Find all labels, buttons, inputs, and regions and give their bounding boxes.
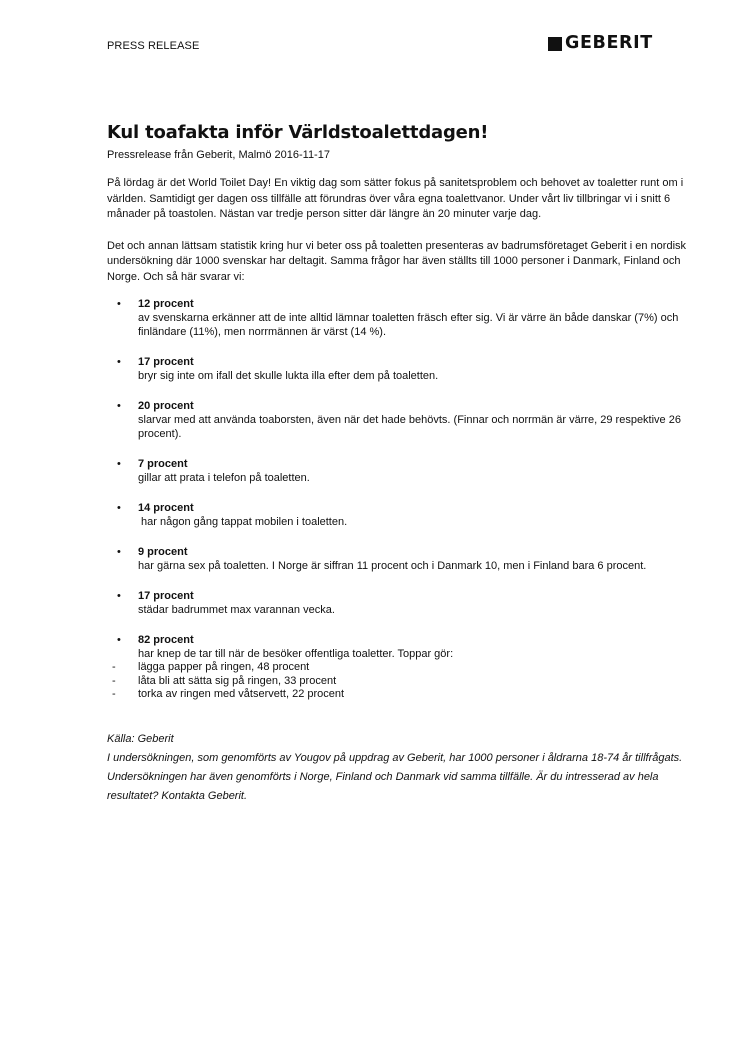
bullet-icon: •	[117, 634, 121, 646]
sub-item-text: torka av ringen med våtservett, 22 procent	[138, 688, 345, 700]
source-section	[107, 730, 697, 806]
stat-text: bryr sig inte om ifall det skulle lukta illa efter dem på toaletten.	[138, 370, 439, 382]
bullet-icon: •	[117, 400, 121, 412]
dash-icon: -	[112, 674, 116, 687]
stat-value: 9 procent	[138, 546, 188, 558]
logo-text: GEBERIT	[565, 33, 653, 54]
stat-text: städar badrummet max varannan vecka.	[138, 604, 335, 616]
stat-text: har knep de tar till när de besöker offentliga toaletter. Toppar gör:	[138, 648, 454, 660]
stat-value: 17 procent	[138, 356, 194, 368]
list-item	[107, 589, 697, 617]
stat-value: 12 procent	[138, 298, 194, 310]
bullet-icon: •	[117, 458, 121, 470]
list-item	[107, 297, 697, 339]
sub-item-text: låta bli att sätta sig på ringen, 33 procent	[138, 674, 337, 687]
sub-list-item	[112, 661, 697, 675]
list-item	[107, 501, 697, 529]
list-item	[107, 545, 697, 573]
stat-text: slarvar med att använda toaborsten, även när det hade behövts. (Finnar och norrmän är värre, 29 respektive 26 procent).	[138, 414, 681, 440]
logo-square-icon	[548, 37, 562, 51]
intro-paragraph: På lördag är det World Toilet Day! En viktig dag som sätter fokus på sanitetsproblem och behovet av toaletter runt om i världen. Samtidigt ger dagen oss tillfälle att förundras över våra egna toalettvanor. Under vårt liv tillbringar vi i snitt 6 månader på toastolen. Nästan var tredje person sitter där längre än 20 minuter varje dag.	[107, 177, 684, 220]
stat-value: 7 procent	[138, 458, 188, 470]
stat-value: 82 procent	[138, 634, 194, 646]
dash-icon: -	[112, 661, 116, 673]
source-text: I undersökningen, som genomförts av Yougov på uppdrag av Geberit, har 1000 personer i åldrarna 18-74 år tillfrågats. Undersökningen har även genomförts i Norge, Finland och Danmark vid samma tillfälle. Är du intresserad av hela resultatet? Kontakta Geberit.	[107, 751, 683, 802]
press-release-label: PRESS RELEASE	[107, 40, 200, 52]
article-subtitle: Pressrelease från Geberit, Malmö 2016-11-17	[107, 149, 330, 161]
stat-value: 17 procent	[138, 590, 194, 602]
statistics-paragraph: Det och annan lättsam statistik kring hur vi beter oss på toaletten presenteras av badrumsföretaget Geberit i en nordisk undersökning där 1000 svenskar har deltagit. Samma frågor har även ställts till 1000 personer i Danmark, Finland och Norge. Och så här svarar vi:	[107, 239, 687, 283]
stat-text: har någon gång tappat mobilen i toaletten.	[138, 516, 348, 528]
source-label: Källa: Geberit	[107, 732, 174, 745]
dash-icon: -	[112, 688, 116, 700]
geberit-logo	[548, 34, 653, 54]
sub-item-text: lägga papper på ringen, 48 procent	[138, 661, 310, 673]
statistics-list	[107, 297, 697, 702]
bullet-icon: •	[117, 502, 121, 514]
list-item	[107, 633, 697, 702]
list-item	[107, 355, 697, 383]
stat-value: 14 procent	[138, 502, 194, 514]
bullet-icon: •	[117, 590, 121, 602]
stat-text: av svenskarna erkänner att de inte alltid lämnar toaletten fräsch efter sig. Vi är värre än både danskar (7%) och finländare (11%), men norrmännen är värst (14 %).	[138, 312, 679, 338]
bullet-icon: •	[117, 546, 121, 558]
bullet-icon: •	[117, 298, 121, 310]
stat-value: 20 procent	[138, 400, 194, 412]
sub-list-item	[112, 674, 697, 689]
stat-text: har gärna sex på toaletten. I Norge är siffran 11 procent och i Danmark 10, men i Finland bara 6 procent.	[138, 560, 647, 572]
stat-text: gillar att prata i telefon på toaletten.	[138, 472, 310, 484]
toilet-tricks-list	[112, 661, 697, 702]
list-item	[107, 399, 697, 441]
list-item	[107, 457, 697, 485]
article	[107, 122, 697, 806]
bullet-icon: •	[117, 356, 121, 368]
sub-list-item	[112, 688, 697, 702]
article-title: Kul toafakta inför Världstoalettdagen!	[107, 122, 489, 143]
